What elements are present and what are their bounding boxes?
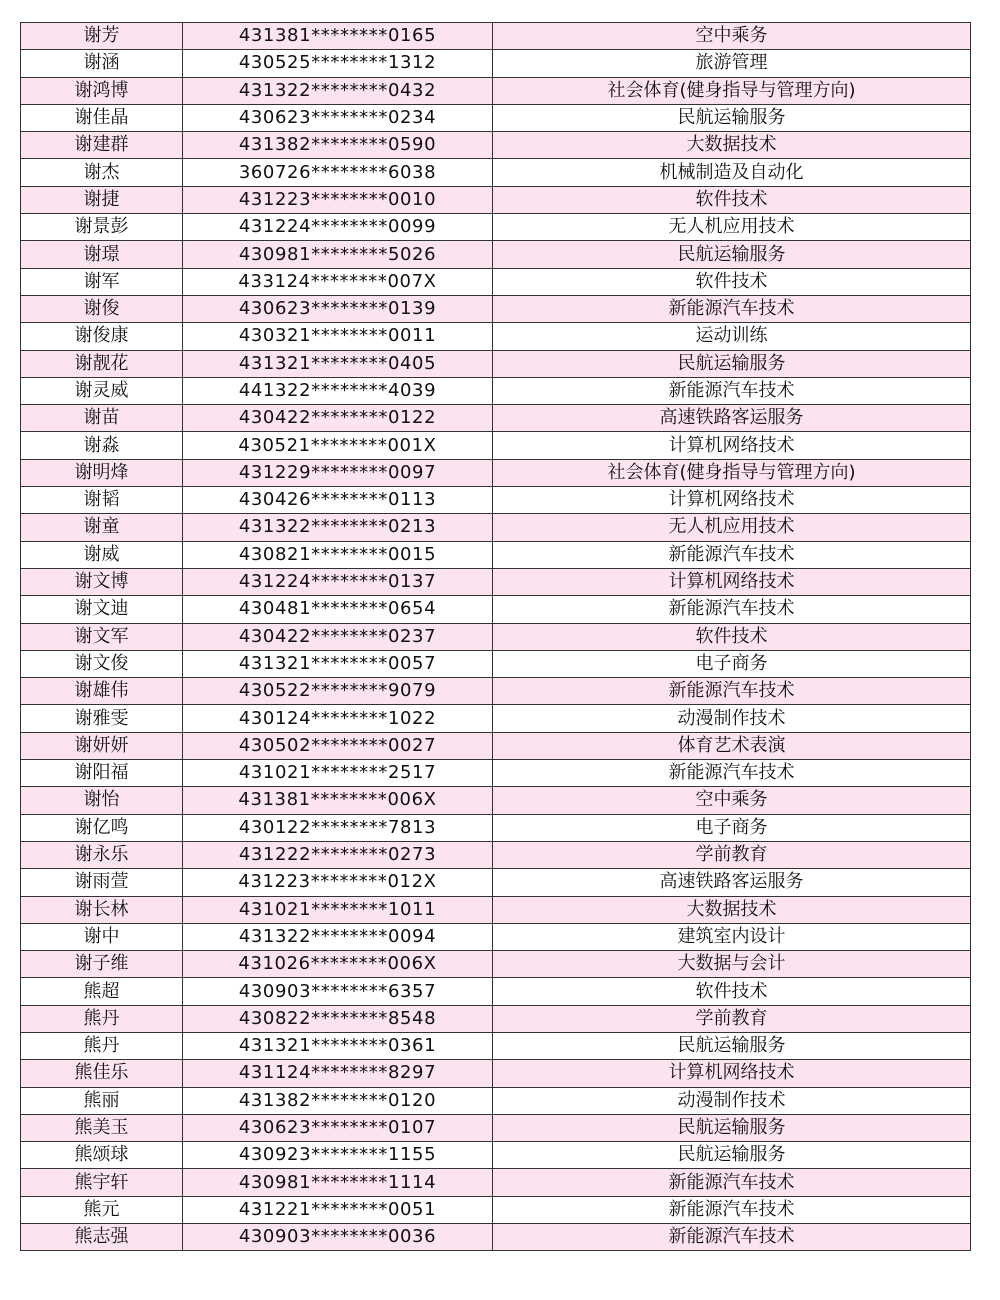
table-row xyxy=(21,705,971,732)
roster-body xyxy=(21,23,971,1251)
name-cell: 谢文博 xyxy=(21,568,183,595)
major-cell: 新能源汽车技术 xyxy=(493,1224,971,1251)
name-cell: 谢韬 xyxy=(21,487,183,514)
name-cell: 谢璟 xyxy=(21,241,183,268)
id-number-cell: 431026********006X xyxy=(183,951,493,978)
major-cell: 新能源汽车技术 xyxy=(493,295,971,322)
name-cell: 谢景彭 xyxy=(21,214,183,241)
id-number-cell: 430124********1022 xyxy=(183,705,493,732)
table-row xyxy=(21,814,971,841)
table-row xyxy=(21,1224,971,1251)
name-cell: 熊美玉 xyxy=(21,1114,183,1141)
id-number-cell: 431124********8297 xyxy=(183,1060,493,1087)
major-cell: 大数据技术 xyxy=(493,132,971,159)
name-cell: 谢雨萱 xyxy=(21,869,183,896)
id-number-cell: 430623********0139 xyxy=(183,295,493,322)
id-number-cell: 441322********4039 xyxy=(183,377,493,404)
table-row xyxy=(21,841,971,868)
major-cell: 机械制造及自动化 xyxy=(493,159,971,186)
id-number-cell: 431322********0094 xyxy=(183,923,493,950)
major-cell: 民航运输服务 xyxy=(493,1142,971,1169)
name-cell: 谢涵 xyxy=(21,50,183,77)
id-number-cell: 431229********0097 xyxy=(183,459,493,486)
table-row xyxy=(21,487,971,514)
table-row xyxy=(21,350,971,377)
table-row xyxy=(21,159,971,186)
table-row xyxy=(21,132,971,159)
table-row xyxy=(21,377,971,404)
id-number-cell: 430522********9079 xyxy=(183,678,493,705)
id-number-cell: 431224********0137 xyxy=(183,568,493,595)
table-row xyxy=(21,1087,971,1114)
id-number-cell: 431321********0405 xyxy=(183,350,493,377)
id-number-cell: 430981********1114 xyxy=(183,1169,493,1196)
name-cell: 谢威 xyxy=(21,541,183,568)
major-cell: 电子商务 xyxy=(493,814,971,841)
major-cell: 计算机网络技术 xyxy=(493,432,971,459)
id-number-cell: 430521********001X xyxy=(183,432,493,459)
major-cell: 新能源汽车技术 xyxy=(493,678,971,705)
major-cell: 动漫制作技术 xyxy=(493,705,971,732)
table-row xyxy=(21,623,971,650)
table-row xyxy=(21,596,971,623)
name-cell: 谢佳晶 xyxy=(21,104,183,131)
major-cell: 动漫制作技术 xyxy=(493,1087,971,1114)
id-number-cell: 430981********5026 xyxy=(183,241,493,268)
table-row xyxy=(21,787,971,814)
table-row xyxy=(21,50,971,77)
table-row xyxy=(21,951,971,978)
major-cell: 高速铁路客运服务 xyxy=(493,869,971,896)
name-cell: 熊宇轩 xyxy=(21,1169,183,1196)
name-cell: 谢杰 xyxy=(21,159,183,186)
id-number-cell: 431223********0010 xyxy=(183,186,493,213)
major-cell: 软件技术 xyxy=(493,623,971,650)
major-cell: 建筑室内设计 xyxy=(493,923,971,950)
major-cell: 民航运输服务 xyxy=(493,104,971,131)
id-number-cell: 431021********2517 xyxy=(183,760,493,787)
student-roster-table xyxy=(20,22,971,1251)
name-cell: 谢阳福 xyxy=(21,760,183,787)
table-row xyxy=(21,268,971,295)
major-cell: 民航运输服务 xyxy=(493,350,971,377)
table-row xyxy=(21,678,971,705)
table-row xyxy=(21,241,971,268)
id-number-cell: 431322********0213 xyxy=(183,514,493,541)
major-cell: 软件技术 xyxy=(493,978,971,1005)
id-number-cell: 430321********0011 xyxy=(183,323,493,350)
major-cell: 新能源汽车技术 xyxy=(493,1169,971,1196)
id-number-cell: 431382********0120 xyxy=(183,1087,493,1114)
id-number-cell: 430923********1155 xyxy=(183,1142,493,1169)
name-cell: 谢永乐 xyxy=(21,841,183,868)
table-row xyxy=(21,514,971,541)
major-cell: 民航运输服务 xyxy=(493,241,971,268)
table-row xyxy=(21,923,971,950)
table-row xyxy=(21,1114,971,1141)
id-number-cell: 433124********007X xyxy=(183,268,493,295)
major-cell: 高速铁路客运服务 xyxy=(493,405,971,432)
major-cell: 无人机应用技术 xyxy=(493,214,971,241)
major-cell: 软件技术 xyxy=(493,268,971,295)
id-number-cell: 430422********0122 xyxy=(183,405,493,432)
id-number-cell: 431221********0051 xyxy=(183,1196,493,1223)
name-cell: 谢童 xyxy=(21,514,183,541)
table-row xyxy=(21,23,971,50)
id-number-cell: 431381********0165 xyxy=(183,23,493,50)
table-row xyxy=(21,1142,971,1169)
table-row xyxy=(21,459,971,486)
table-row xyxy=(21,1169,971,1196)
table-row xyxy=(21,1032,971,1059)
id-number-cell: 430122********7813 xyxy=(183,814,493,841)
name-cell: 谢妍妍 xyxy=(21,732,183,759)
table-row xyxy=(21,432,971,459)
id-number-cell: 430422********0237 xyxy=(183,623,493,650)
name-cell: 谢亿鸣 xyxy=(21,814,183,841)
id-number-cell: 431381********006X xyxy=(183,787,493,814)
major-cell: 大数据与会计 xyxy=(493,951,971,978)
major-cell: 旅游管理 xyxy=(493,50,971,77)
name-cell: 谢俊 xyxy=(21,295,183,322)
major-cell: 软件技术 xyxy=(493,186,971,213)
id-number-cell: 431223********012X xyxy=(183,869,493,896)
name-cell: 谢长林 xyxy=(21,896,183,923)
name-cell: 谢文军 xyxy=(21,623,183,650)
major-cell: 社会体育(健身指导与管理方向) xyxy=(493,459,971,486)
table-row xyxy=(21,104,971,131)
major-cell: 体育艺术表演 xyxy=(493,732,971,759)
table-row xyxy=(21,1196,971,1223)
name-cell: 熊丽 xyxy=(21,1087,183,1114)
name-cell: 谢苗 xyxy=(21,405,183,432)
id-number-cell: 430903********0036 xyxy=(183,1224,493,1251)
id-number-cell: 431222********0273 xyxy=(183,841,493,868)
name-cell: 谢雅雯 xyxy=(21,705,183,732)
major-cell: 新能源汽车技术 xyxy=(493,1196,971,1223)
table-row xyxy=(21,323,971,350)
name-cell: 谢雄伟 xyxy=(21,678,183,705)
table-row xyxy=(21,295,971,322)
major-cell: 大数据技术 xyxy=(493,896,971,923)
id-number-cell: 430623********0234 xyxy=(183,104,493,131)
id-number-cell: 431322********0432 xyxy=(183,77,493,104)
name-cell: 谢淼 xyxy=(21,432,183,459)
name-cell: 谢文俊 xyxy=(21,650,183,677)
id-number-cell: 431382********0590 xyxy=(183,132,493,159)
major-cell: 社会体育(健身指导与管理方向) xyxy=(493,77,971,104)
major-cell: 计算机网络技术 xyxy=(493,568,971,595)
major-cell: 无人机应用技术 xyxy=(493,514,971,541)
name-cell: 谢子维 xyxy=(21,951,183,978)
name-cell: 谢怡 xyxy=(21,787,183,814)
major-cell: 运动训练 xyxy=(493,323,971,350)
name-cell: 谢鸿博 xyxy=(21,77,183,104)
major-cell: 学前教育 xyxy=(493,1005,971,1032)
major-cell: 新能源汽车技术 xyxy=(493,377,971,404)
table-row xyxy=(21,869,971,896)
table-row xyxy=(21,978,971,1005)
name-cell: 熊颂球 xyxy=(21,1142,183,1169)
id-number-cell: 360726********6038 xyxy=(183,159,493,186)
name-cell: 熊丹 xyxy=(21,1005,183,1032)
id-number-cell: 431021********1011 xyxy=(183,896,493,923)
table-row xyxy=(21,732,971,759)
table-row xyxy=(21,1005,971,1032)
table-row xyxy=(21,186,971,213)
name-cell: 谢中 xyxy=(21,923,183,950)
id-number-cell: 430525********1312 xyxy=(183,50,493,77)
table-row xyxy=(21,568,971,595)
major-cell: 计算机网络技术 xyxy=(493,1060,971,1087)
id-number-cell: 431321********0057 xyxy=(183,650,493,677)
id-number-cell: 431321********0361 xyxy=(183,1032,493,1059)
major-cell: 计算机网络技术 xyxy=(493,487,971,514)
name-cell: 谢明烽 xyxy=(21,459,183,486)
table-row xyxy=(21,896,971,923)
table-row xyxy=(21,405,971,432)
name-cell: 熊超 xyxy=(21,978,183,1005)
name-cell: 谢文迪 xyxy=(21,596,183,623)
name-cell: 谢建群 xyxy=(21,132,183,159)
name-cell: 谢军 xyxy=(21,268,183,295)
major-cell: 空中乘务 xyxy=(493,23,971,50)
id-number-cell: 430822********8548 xyxy=(183,1005,493,1032)
name-cell: 谢灵威 xyxy=(21,377,183,404)
name-cell: 谢捷 xyxy=(21,186,183,213)
major-cell: 民航运输服务 xyxy=(493,1114,971,1141)
name-cell: 谢靓花 xyxy=(21,350,183,377)
id-number-cell: 430821********0015 xyxy=(183,541,493,568)
id-number-cell: 430502********0027 xyxy=(183,732,493,759)
major-cell: 学前教育 xyxy=(493,841,971,868)
major-cell: 空中乘务 xyxy=(493,787,971,814)
id-number-cell: 430426********0113 xyxy=(183,487,493,514)
table-row xyxy=(21,214,971,241)
major-cell: 新能源汽车技术 xyxy=(493,541,971,568)
major-cell: 新能源汽车技术 xyxy=(493,760,971,787)
name-cell: 熊佳乐 xyxy=(21,1060,183,1087)
id-number-cell: 430903********6357 xyxy=(183,978,493,1005)
name-cell: 谢俊康 xyxy=(21,323,183,350)
id-number-cell: 430481********0654 xyxy=(183,596,493,623)
id-number-cell: 430623********0107 xyxy=(183,1114,493,1141)
major-cell: 民航运输服务 xyxy=(493,1032,971,1059)
table-row xyxy=(21,77,971,104)
id-number-cell: 431224********0099 xyxy=(183,214,493,241)
table-row xyxy=(21,650,971,677)
name-cell: 熊丹 xyxy=(21,1032,183,1059)
table-row xyxy=(21,760,971,787)
table-row xyxy=(21,1060,971,1087)
major-cell: 新能源汽车技术 xyxy=(493,596,971,623)
table-row xyxy=(21,541,971,568)
major-cell: 电子商务 xyxy=(493,650,971,677)
name-cell: 熊元 xyxy=(21,1196,183,1223)
name-cell: 谢芳 xyxy=(21,23,183,50)
name-cell: 熊志强 xyxy=(21,1224,183,1251)
